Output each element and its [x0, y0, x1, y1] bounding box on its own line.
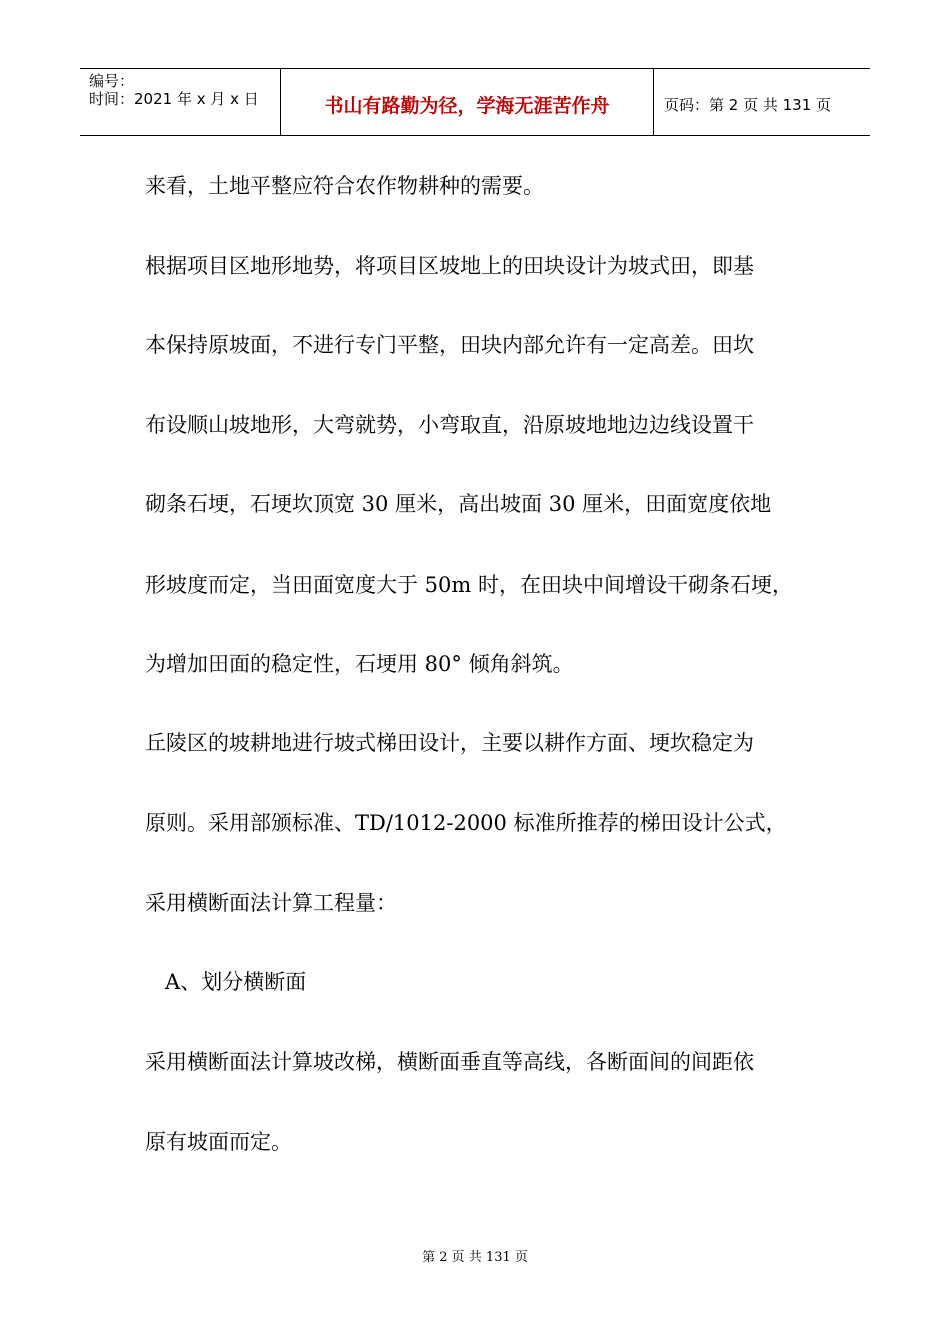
- number-label: 编号：: [89, 72, 135, 90]
- header-motto: 书山有路勤为径，学海无涯苦作舟: [281, 69, 654, 135]
- body-line: 根据项目区地形地势，将项目区坡地上的田块设计为坡式田，即基: [145, 254, 754, 278]
- body-line: 本保持原坡面，不进行专门平整，田块内部允许有一定高差。田坎: [145, 333, 754, 357]
- page-footer: 第 2 页 共 131 页: [422, 1250, 528, 1265]
- body-line: 采用横断面法计算工程量：: [145, 891, 397, 915]
- body-line: 原则。采用部颁标准、TD/1012-2000 标准所推荐的梯田设计公式，: [145, 811, 787, 835]
- body-line: 为增加田面的稳定性，石埂用 80° 倾角斜筑。: [145, 652, 574, 676]
- body-line: 采用横断面法计算坡改梯，横断面垂直等高线，各断面间的间距依: [145, 1050, 754, 1074]
- body-line: 布设顺山坡地形，大弯就势，小弯取直，沿原坡地地边边线设置干: [145, 413, 754, 437]
- time-label: 时间：2021 年 x 月 x 日: [89, 90, 259, 108]
- body-line: 原有坡面而定。: [145, 1130, 292, 1154]
- body-line: 形坡度而定，当田面宽度大于 50m 时，在田块中间增设干砌条石埂，: [145, 573, 793, 597]
- section-heading: A、划分横断面: [145, 970, 307, 994]
- page-header: [80, 68, 870, 136]
- body-line: 砌条石埂，石埂坎顶宽 30 厘米，高出坡面 30 厘米，田面宽度依地: [145, 492, 772, 516]
- header-page-info: 页码：第 2 页 共 131 页: [664, 95, 832, 114]
- body-line: 来看，土地平整应符合农作物耕种的需要。: [145, 174, 544, 198]
- header-meta: [80, 69, 281, 135]
- body-line: 丘陵区的坡耕地进行坡式梯田设计，主要以耕作方面、埂坎稳定为: [145, 731, 754, 755]
